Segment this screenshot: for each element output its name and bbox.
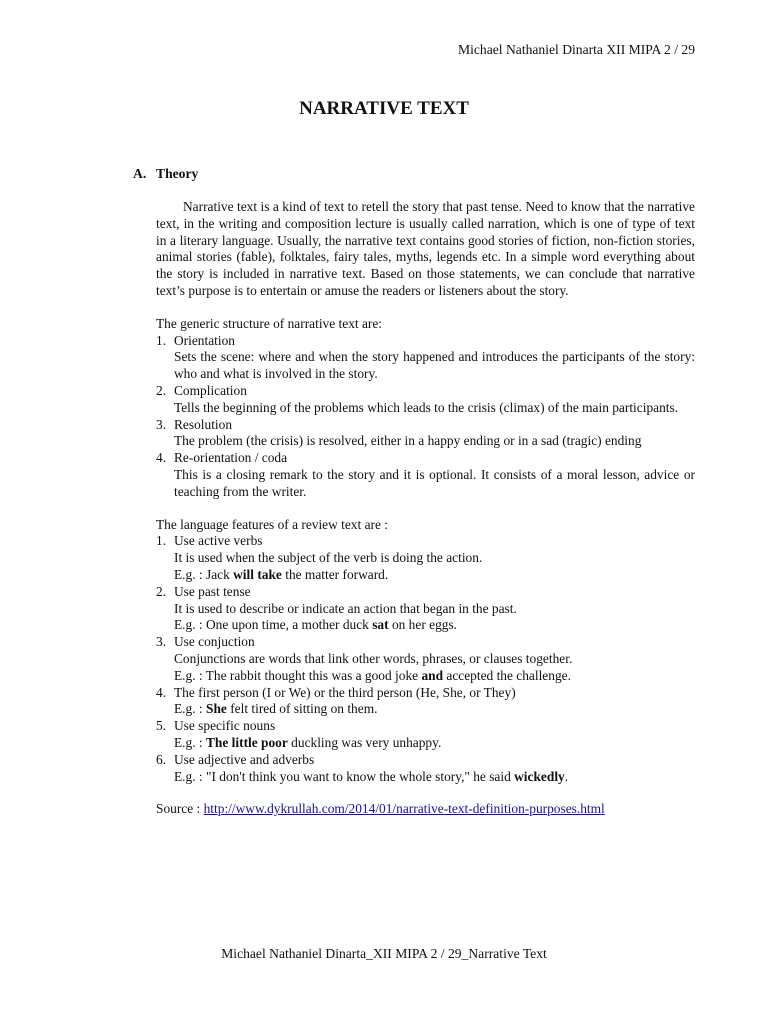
item-title: Use past tense xyxy=(174,583,251,599)
example-text: . xyxy=(564,768,569,784)
example-text: accepted the challenge. xyxy=(443,667,571,683)
list-item xyxy=(156,634,695,684)
source-line xyxy=(156,801,695,818)
item-number: 3. xyxy=(156,416,167,432)
example-emphasis: sat xyxy=(372,617,389,633)
structure-label: The generic structure of narrative text are: xyxy=(156,315,383,331)
list-item xyxy=(156,383,695,417)
theory-paragraph: Narrative text is a kind of text to retell the story that past tense. Need to know that the narrative text, in the writing and composition lecture is usually called narration, which is one of type of text in a literary language. Usually, the narrative text contains good stories of fiction, non-fiction stories, animal stories (fable), folktales, fairy tales, myths, legends etc. In a simple word everything about the story is included in narrative text. Based on those statements, we can conclude that narrative text’s purpose is to entertain or amuse the readers or listeners about the story. xyxy=(156,199,695,298)
example-text: the matter forward. xyxy=(281,566,389,582)
item-example xyxy=(174,567,695,584)
example-text: E.g. : xyxy=(174,734,206,750)
item-number: 2. xyxy=(156,382,167,398)
document-title: NARRATIVE TEXT xyxy=(299,98,469,119)
item-number: 1. xyxy=(156,332,167,348)
item-example xyxy=(174,668,695,685)
page-footer: Michael Nathaniel Dinarta_XII MIPA 2 / 29_Narrative Text xyxy=(221,946,547,961)
item-title: Use active verbs xyxy=(174,533,263,549)
example-text: E.g. : The rabbit thought this was a good joke xyxy=(174,667,422,683)
list-item xyxy=(156,718,695,752)
structure-list xyxy=(156,333,695,501)
item-title: Complication xyxy=(174,382,247,398)
item-description: Conjunctions are words that link other words, phrases, or clauses together. xyxy=(174,650,573,666)
item-title: Use specific nouns xyxy=(174,718,276,734)
running-header: Michael Nathaniel Dinarta XII MIPA 2 / 29 xyxy=(458,42,695,57)
list-item xyxy=(156,333,695,383)
example-emphasis: and xyxy=(421,667,444,683)
item-title: The first person (I or We) or the third person (He, She, or They) xyxy=(174,684,516,700)
item-title: Orientation xyxy=(174,332,235,348)
item-description: The problem (the crisis) is resolved, either in a happy ending or in a sad (tragic) ending xyxy=(174,433,642,449)
example-emphasis: wickedly xyxy=(514,768,565,784)
example-emphasis: The little poor xyxy=(206,734,288,750)
section-letter: A. xyxy=(133,166,147,181)
example-text: E.g. : "I don't think you want to know the whole story," he said xyxy=(174,768,515,784)
item-number: 6. xyxy=(156,751,167,767)
example-text: duckling was very unhappy. xyxy=(287,734,442,750)
section-heading xyxy=(133,166,198,182)
main-content xyxy=(156,199,695,818)
section-heading-text: Theory xyxy=(156,166,199,181)
item-number: 4. xyxy=(156,684,167,700)
item-example xyxy=(174,769,695,786)
item-title: Re-orientation / coda xyxy=(174,450,288,466)
features-list xyxy=(156,533,695,785)
example-emphasis: She xyxy=(206,701,227,717)
item-number: 4. xyxy=(156,450,167,466)
source-label: Source : xyxy=(156,801,204,817)
source-link[interactable]: http://www.dykrullah.com/2014/01/narrative-text-definition-purposes.html xyxy=(203,801,605,817)
item-number: 3. xyxy=(156,634,167,650)
item-example xyxy=(174,617,695,634)
list-item xyxy=(156,752,695,786)
example-text: felt tired of sitting on them. xyxy=(226,701,378,717)
item-description: Sets the scene: where and when the story happened and introduces the participants of the story: who and what is involved in the story. xyxy=(174,349,695,382)
list-item xyxy=(156,450,695,500)
item-description: This is a closing remark to the story and it is optional. It consists of a moral lesson, advice or teaching from the writer. xyxy=(174,466,695,499)
item-description: Tells the beginning of the problems which leads to the crisis (climax) of the main participants. xyxy=(174,399,679,415)
item-description: It is used when the subject of the verb is doing the action. xyxy=(174,550,483,566)
item-number: 2. xyxy=(156,583,167,599)
list-item xyxy=(156,685,695,719)
features-label: The language features of a review text are : xyxy=(156,516,388,532)
example-text: E.g. : xyxy=(174,701,206,717)
list-item xyxy=(156,533,695,583)
item-number: 5. xyxy=(156,718,167,734)
example-text: E.g. : Jack xyxy=(174,566,234,582)
list-item xyxy=(156,584,695,634)
item-title: Use adjective and adverbs xyxy=(174,751,315,767)
item-title: Use conjuction xyxy=(174,634,255,650)
list-item xyxy=(156,417,695,451)
item-description: It is used to describe or indicate an action that began in the past. xyxy=(174,600,517,616)
example-text: E.g. : One upon time, a mother duck xyxy=(174,617,373,633)
example-text: on her eggs. xyxy=(388,617,458,633)
example-emphasis: will take xyxy=(233,566,282,582)
item-example xyxy=(174,735,695,752)
item-example xyxy=(174,701,695,718)
item-title: Resolution xyxy=(174,416,233,432)
item-number: 1. xyxy=(156,533,167,549)
